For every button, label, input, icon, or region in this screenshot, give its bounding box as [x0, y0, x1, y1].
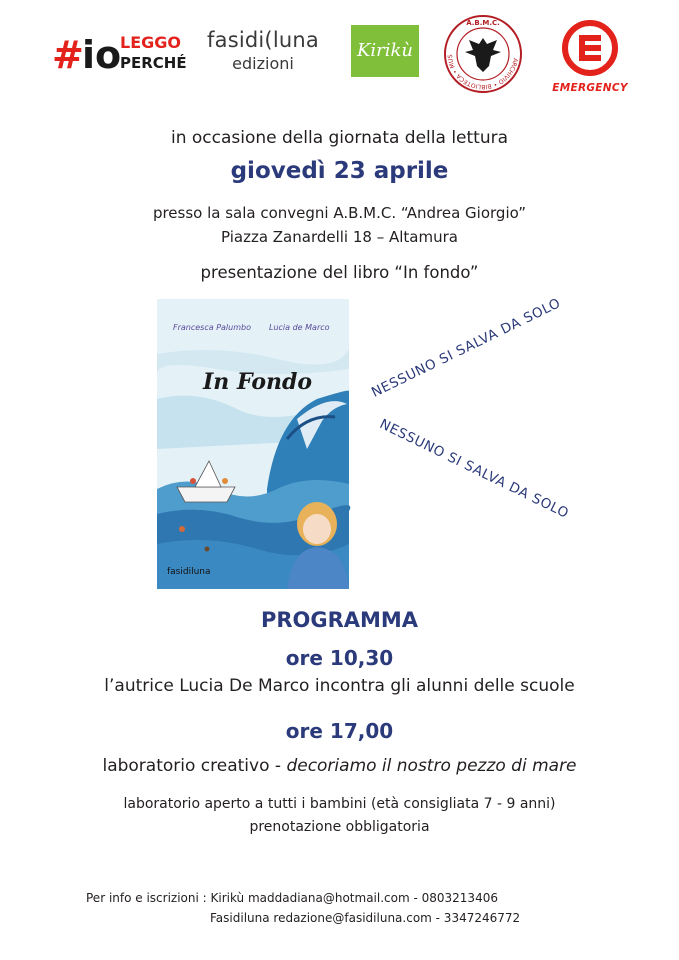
info-line-1: Per info e iscrizioni : Kirikù maddadiana@hotmail.com - 0803213406	[86, 891, 498, 905]
programma-title: PROGRAMMA	[260, 608, 419, 632]
programma-time-1: ore 10,30	[285, 646, 394, 670]
programma-desc-1: l’autrice Lucia De Marco incontra gli alunni delle scuole	[104, 676, 575, 696]
abmc-top-text: A.B.M.C.	[466, 19, 500, 27]
fasidiluna-edizioni-logo	[200, 28, 326, 73]
programma-desc-2	[0, 756, 679, 776]
kiriku-logo: Kirikù	[351, 25, 419, 77]
slogan-1: NESSUNO SI SALVA DA SOLO	[369, 295, 564, 401]
book-author-2: Lucia de Marco	[269, 323, 330, 332]
fasidiluna-name: fasidi(luna	[207, 28, 319, 52]
book-publisher: fasidiluna	[167, 567, 211, 577]
venue-line-1: presso la sala convegni A.B.M.C. “Andrea Giorgio”	[152, 204, 527, 222]
logo-io: io	[82, 33, 122, 77]
logo-leggo: LEGGO	[120, 33, 181, 52]
abmc-ring-text: ARCHIVIO • BIBLIOTECA • MUS	[446, 54, 519, 91]
emergency-label: EMERGENCY	[552, 82, 628, 94]
logo-hash: #	[52, 33, 84, 77]
abmc-seal-logo	[443, 14, 523, 94]
venue-line-2: Piazza Zanardelli 18 – Altamura	[221, 228, 458, 246]
emergency-logo	[551, 20, 629, 92]
programma-time-2: ore 17,00	[285, 719, 394, 743]
book-cover-illustration	[157, 299, 349, 589]
info-line-2: Fasidiluna redazione@fasidiluna.com - 3347246772	[210, 911, 521, 925]
programma-desc-2-plain: laboratorio creativo -	[102, 756, 287, 776]
io-leggo-perche-logo	[52, 28, 187, 77]
slogan-2: NESSUNO SI SALVA DA SOLO	[377, 416, 572, 522]
book-title: In Fondo	[203, 369, 313, 395]
book-cover	[157, 299, 349, 589]
book-presentation-text: presentazione del libro “In fondo”	[200, 263, 479, 282]
booking-note: prenotazione obbligatoria	[249, 819, 430, 835]
programma-desc-2-italic: decoriamo il nostro pezzo di mare	[286, 756, 577, 776]
occasion-text: in occasione della giornata della lettura	[170, 128, 509, 148]
event-date: giovedì 23 aprile	[230, 158, 449, 184]
emergency-e-icon	[551, 20, 629, 78]
book-author-1: Francesca Palumbo	[173, 323, 251, 332]
fasidiluna-sub: edizioni	[232, 54, 294, 73]
logo-perche: PERCHÉ	[120, 54, 187, 72]
lab-open-note: laboratorio aperto a tutti i bambini (età consigliata 7 - 9 anni)	[123, 796, 556, 812]
